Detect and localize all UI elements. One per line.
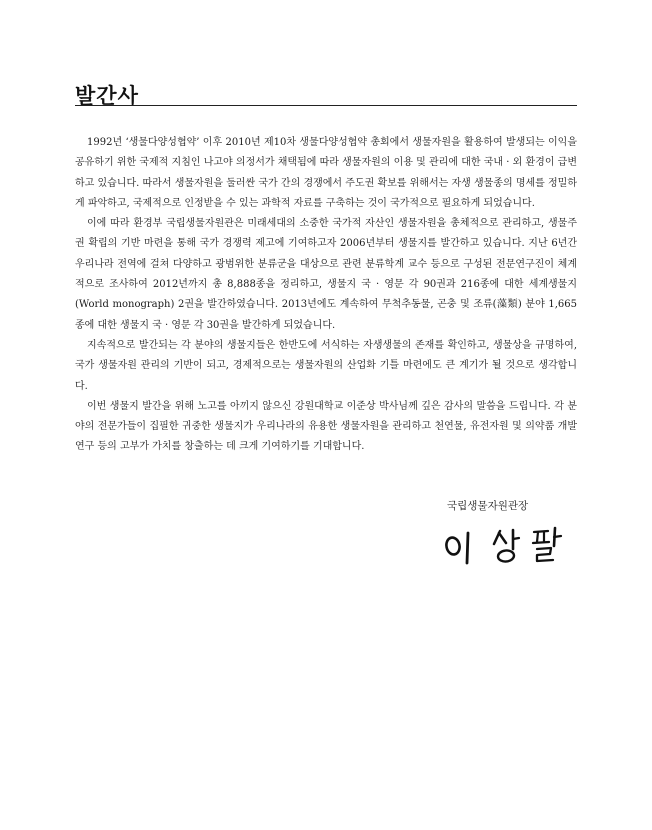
signatory-title: 국립생물자원관장 <box>447 500 529 512</box>
handwritten-signature <box>440 522 580 570</box>
paragraph: 지속적으로 발간되는 각 분야의 생물지들은 한반도에 서식하는 자생생물의 존재를 확인하고, 생물상을 규명하여, 국가 생물자원 관리의 기반이 되고, 경제적으로는 생물자원의 산업화 기틀 마련에도 큰 계기가 될 것으로 생각합니다. <box>75 339 577 392</box>
title-underline <box>75 105 577 106</box>
foreword-body <box>75 133 577 458</box>
paragraph: 이에 따라 환경부 국립생물자원관은 미래세대의 소중한 국가적 자산인 생물자원을 총체적으로 관리하고, 생물주권 확립의 기반 마련을 통해 국가 경쟁력 제고에 기여하고자 2006년부터 생물지를 발간하고 있습니다. 지난 6년간 우리나라 전역에 걸쳐 다양하고 광범위한 분류군을 대상으로 관련 분류학계 교수 등으로 구성된 전문연구진이 체계적으로 조사하여 2012년까지 총 8,888종을 정리하고, 생물지 국 · 영문 각 90권과 216종에 대한 세계생물지(World monograph) 2권을 발간하였습니다. 2013년에도 계속하여 무척추동물, 곤충 및 조류(藻類) 분야 1,665종에 대한 생물지 국 · 영문 각 30권을 발간하게 되었습니다. <box>75 218 577 331</box>
paragraph: 이번 생물지 발간을 위해 노고를 아끼지 않으신 강원대학교 이준상 박사님께 깊은 감사의 말씀을 드립니다. 각 분야의 전문가들이 집필한 귀중한 생물지가 우리나라의 유용한 생물자원을 관리하고 천연물, 유전자원 및 의약품 개발연구 등의 고부가 가치를 창출하는 데 크게 기여하기를 기대합니다. <box>75 400 577 453</box>
paragraph: 1992년 ‘생물다양성협약’ 이후 2010년 제10차 생물다양성협약 총회에서 생물자원을 활용하여 발생되는 이익을 공유하기 위한 국제적 지침인 나고야 의정서가 채택됨에 따라 생물자원의 이용 및 관리에 대한 국내 · 외 환경이 급변하고 있습니다. 따라서 생물자원을 둘러싼 국가 간의 경쟁에서 주도권 확보를 위해서는 자생 생물종의 명세를 정밀하게 파악하고, 국제적으로 인정받을 수 있는 과학적 자료를 구축하는 것이 국가적으로 필요하게 되었습니다. <box>75 137 577 209</box>
page-title: 발간사 <box>75 84 139 108</box>
